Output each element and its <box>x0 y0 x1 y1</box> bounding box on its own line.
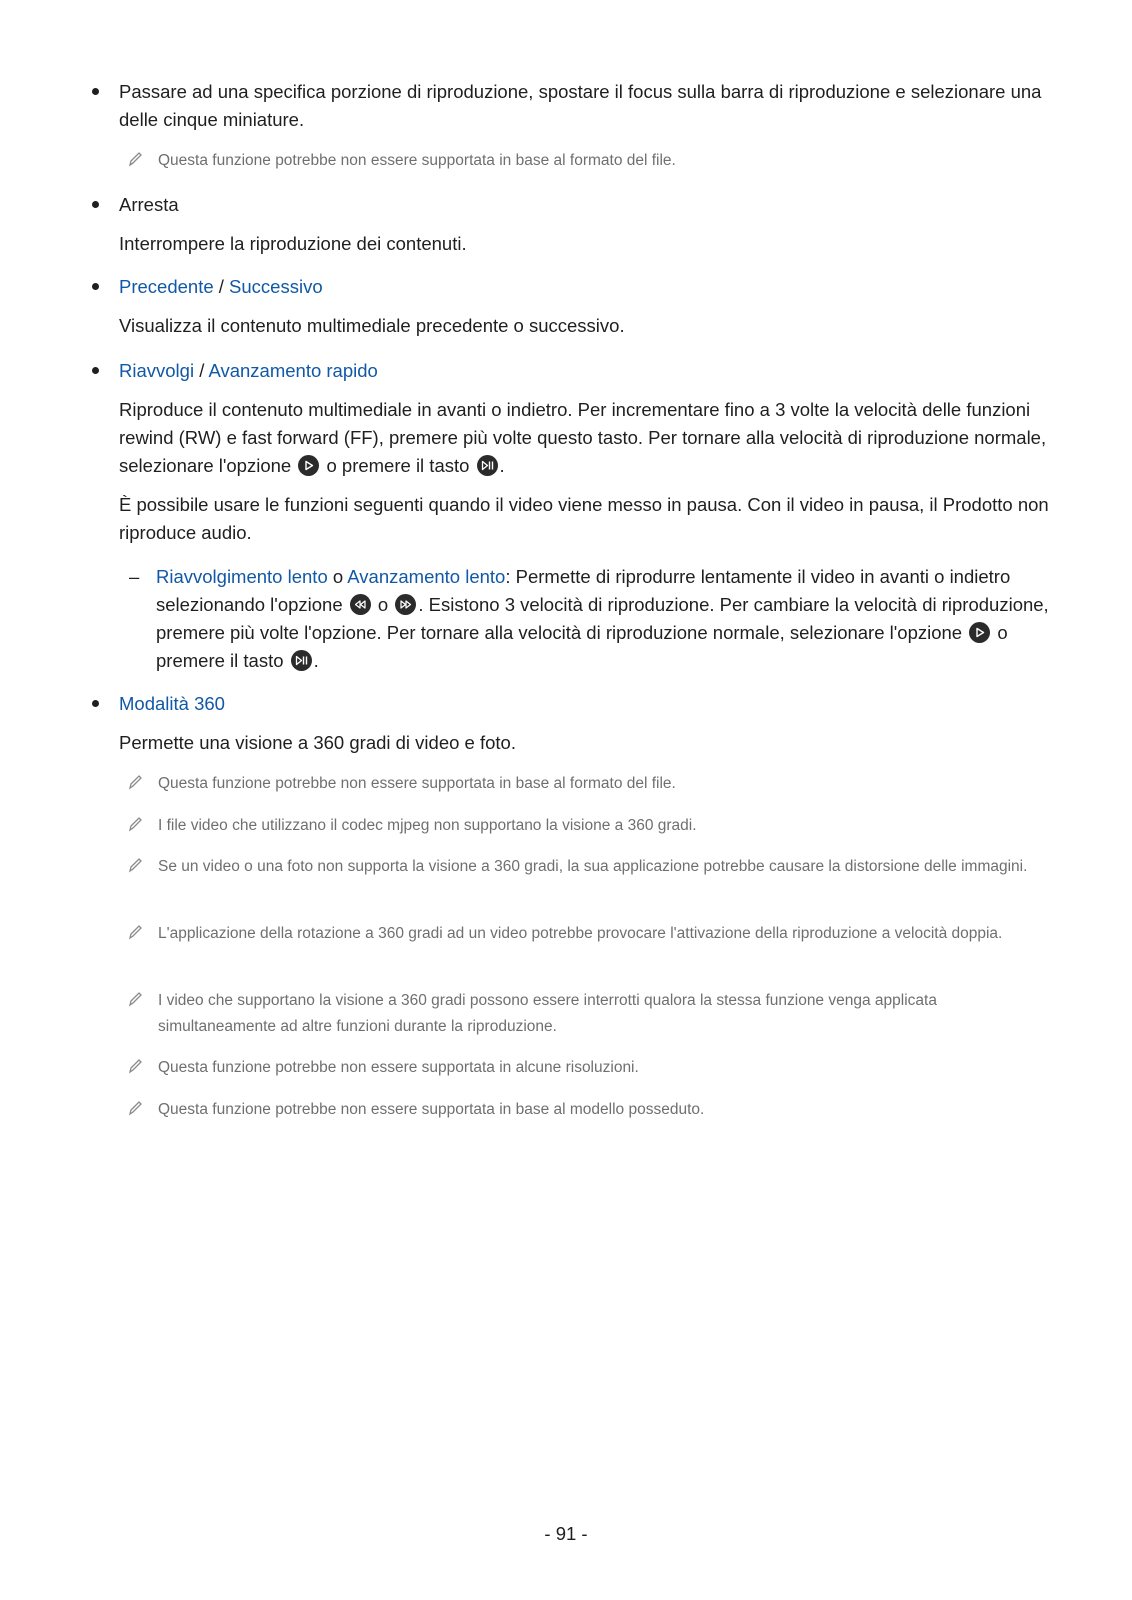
bullet-item-rewind-ff <box>92 357 1052 385</box>
note-text: Questa funzione potrebbe non essere supportata in base al formato del file. <box>158 775 676 792</box>
item-description: Permette una visione a 360 gradi di video e foto. <box>119 732 516 753</box>
note-text: Se un video o una foto non supporta la visione a 360 gradi, la sua applicazione potrebbe causare la distorsione delle immagini. <box>158 858 1028 875</box>
term-modalita-360: Modalità 360 <box>119 693 225 714</box>
dash-marker: – <box>129 566 140 587</box>
note <box>127 1097 1042 1123</box>
item-description: Interrompere la riproduzione dei contenuti. <box>119 233 467 254</box>
bullet-item-stop <box>92 191 1052 219</box>
sub-item-text <box>156 563 1054 675</box>
item-title <box>119 273 1052 301</box>
pencil-icon <box>127 1099 143 1117</box>
item-description: Visualizza il contenuto multimediale precedente o successivo. <box>119 315 625 336</box>
desc-part: o <box>372 594 394 615</box>
note-text: I video che supportano la visione a 360 gradi possono essere interrotti qualora la stessa funzione venga applicata simultaneamente ad altre funzioni durante la riproduzione. <box>158 992 937 1035</box>
bullet-item-prev-next <box>92 273 1052 301</box>
note-text: L'applicazione della rotazione a 360 gradi ad un video potrebbe provocare l'attivazione della riproduzione a velocità doppia. <box>158 925 1003 942</box>
desc-part: o premere il tasto <box>156 622 1008 671</box>
note <box>127 771 1042 797</box>
term-riavvolgi: Riavvolgi <box>119 360 195 381</box>
pencil-icon <box>127 773 143 791</box>
play-pause-icon <box>477 455 498 476</box>
desc-part: . <box>499 455 505 476</box>
item-title <box>119 690 1052 718</box>
note-text: Questa funzione potrebbe non essere supportata in alcune risoluzioni. <box>158 1059 639 1076</box>
term-avanzamento-lento: Avanzamento lento <box>347 566 506 587</box>
note <box>127 813 1042 839</box>
term-successivo: Successivo <box>229 276 323 297</box>
pencil-icon <box>127 923 143 941</box>
page-number: - 91 - <box>544 1523 588 1544</box>
separator: / <box>194 360 209 381</box>
pencil-icon <box>127 1057 143 1075</box>
desc-part: o premere il tasto <box>321 455 475 476</box>
note-text: I file video che utilizzano il codec mjpeg non supportano la visione a 360 gradi. <box>158 817 697 834</box>
note <box>127 988 1042 1040</box>
bullet-item-360 <box>92 690 1052 718</box>
bullet-item-seek <box>92 78 1052 134</box>
play-icon <box>298 455 319 476</box>
note <box>127 854 1042 880</box>
desc-part: : Permette di riprodurre lentamente il video in avanti o indietro selezionando l'opzione <box>156 566 1011 615</box>
note-text: Questa funzione potrebbe non essere supportata in base al modello posseduto. <box>158 1101 705 1118</box>
separator: / <box>213 276 230 297</box>
pencil-icon <box>127 990 143 1008</box>
sub-item-slow <box>119 563 1054 675</box>
bullet-text: Passare ad una specifica porzione di riproduzione, spostare il focus sulla barra di riproduzione e selezionare una delle cinque miniature. <box>119 81 1042 130</box>
play-icon <box>969 622 990 643</box>
desc-part: . <box>313 650 319 671</box>
term-riavvolgimento-lento: Riavvolgimento lento <box>156 566 328 587</box>
note <box>127 921 1042 947</box>
note-text: Questa funzione potrebbe non essere supportata in base al formato del file. <box>158 152 676 169</box>
pencil-icon <box>127 150 143 168</box>
rewind-icon <box>350 594 371 615</box>
desc-part: . Esistono 3 velocità di riproduzione. Per cambiare la velocità di riproduzione, premere più volte l'opzione. Per tornare alla velocità di riproduzione normale, selezionare l'opzione <box>156 594 1049 643</box>
item-title <box>119 357 1052 385</box>
desc-part: Riproduce il contenuto multimediale in avanti o indietro. Per incrementare fino a 3 volte la velocità delle funzioni rewind (RW) e fast forward (FF), premere più volte questo tasto. Per tornare alla velocità di riproduzione normale, selezionare l'opzione <box>119 399 1047 476</box>
pencil-icon <box>127 856 143 874</box>
play-pause-icon <box>291 650 312 671</box>
fast-forward-icon <box>395 594 416 615</box>
note <box>127 148 1042 174</box>
pencil-icon <box>127 815 143 833</box>
term-avanzamento-rapido: Avanzamento rapido <box>208 360 378 381</box>
conj: o <box>327 566 348 587</box>
term-precedente: Precedente <box>119 276 214 297</box>
pause-paragraph: È possibile usare le funzioni seguenti quando il video viene messo in pausa. Con il video in pausa, il Prodotto non riproduce audio. <box>119 494 1049 543</box>
item-description <box>119 396 1054 480</box>
note <box>127 1055 1042 1081</box>
item-title: Arresta <box>119 194 179 215</box>
